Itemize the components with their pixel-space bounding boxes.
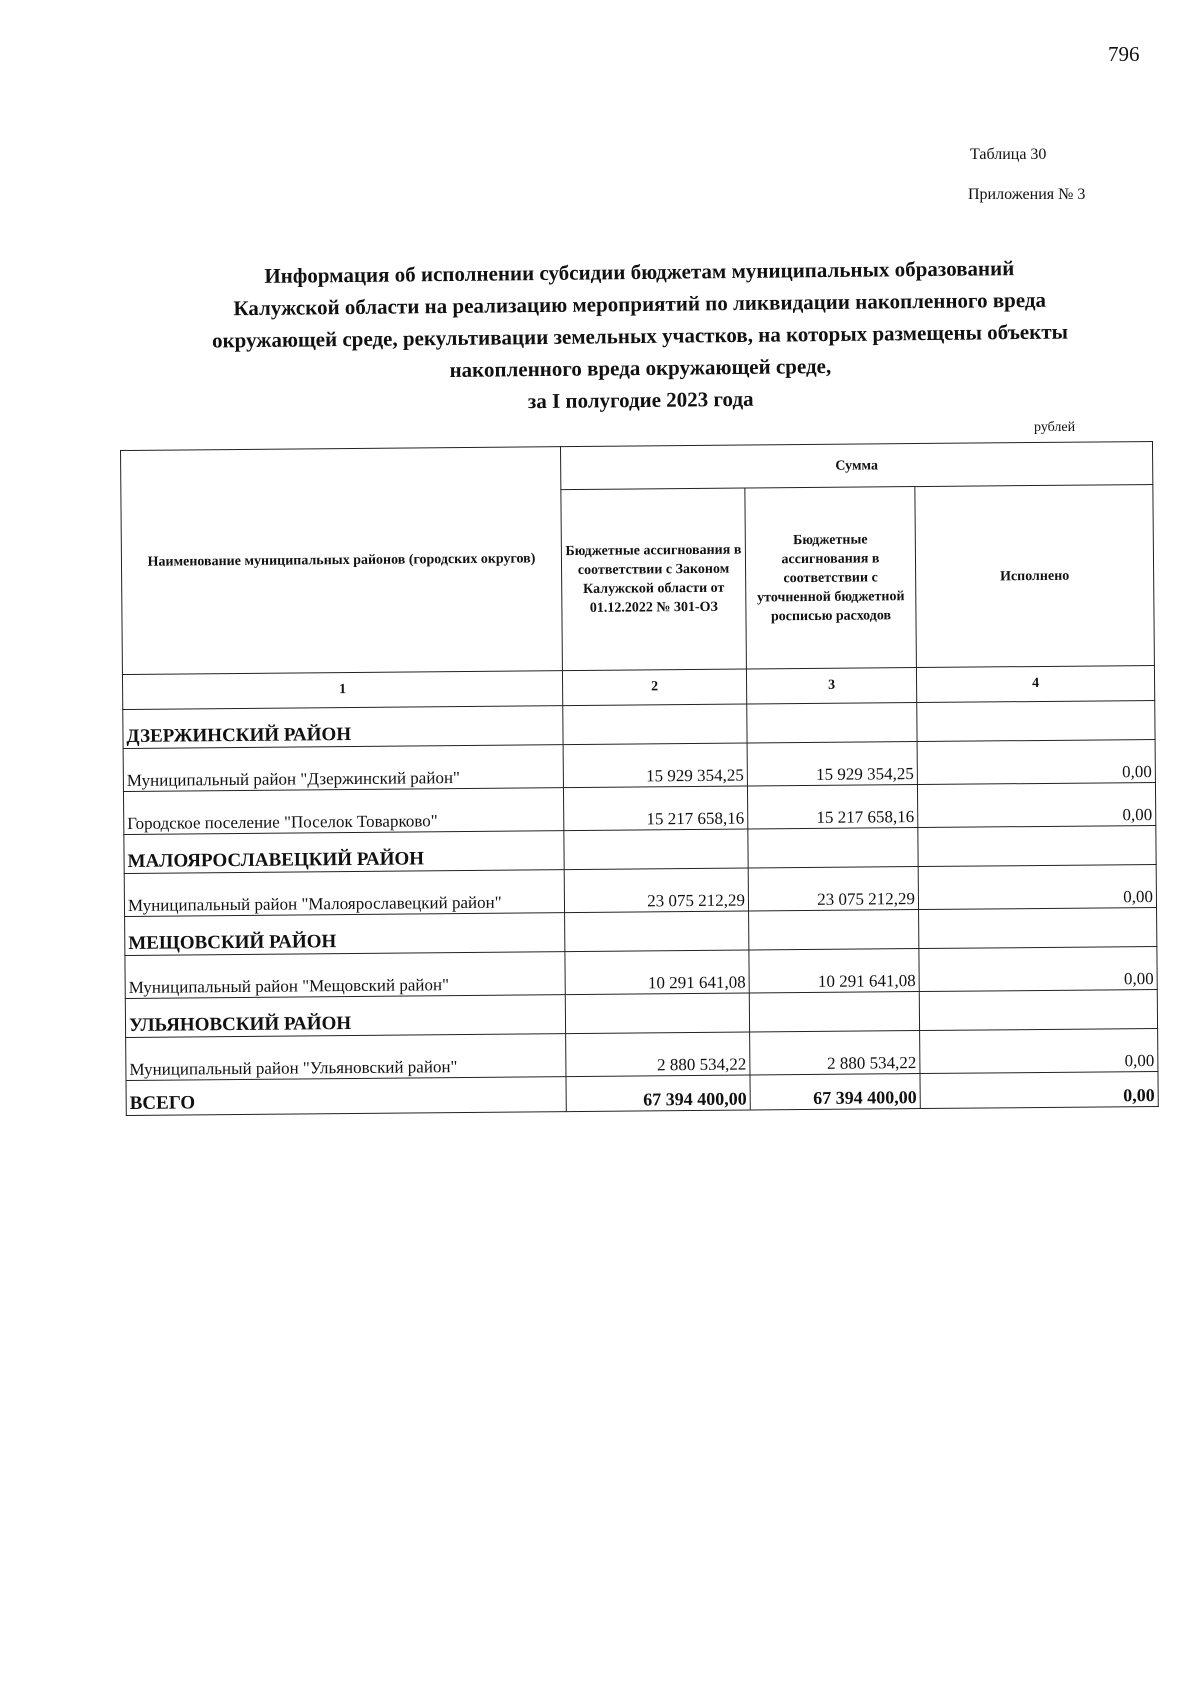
- row-col3: 2 880 534,22: [750, 1031, 920, 1075]
- row-col3: 15 217 658,16: [747, 785, 917, 829]
- row-col3: [748, 828, 918, 868]
- header-col3: Бюджетные ассигнования в соответствии с уточненной бюджетной росписью расходов: [745, 487, 917, 669]
- row-col2: 15 217 658,16: [563, 786, 747, 831]
- title-line-2: Калужской области на реализацию мероприятий по ликвидации накопленного вреда: [233, 287, 1047, 321]
- row-col3: 10 291 641,08: [749, 949, 919, 993]
- row-name: МАЛОЯРОСЛАВЕЦКИЙ РАЙОН: [124, 831, 564, 874]
- total-col4: 0,00: [920, 1071, 1158, 1108]
- row-col2: [563, 704, 747, 745]
- title-line-5: за I полугодие 2023 года: [527, 386, 754, 414]
- title-line-3: окружающей среде, рекультивации земельных участков, на которых размещены объекты: [211, 319, 1069, 353]
- title-line-4: накопленного вреда окружающей среде,: [449, 354, 832, 382]
- row-col2: [564, 829, 748, 870]
- document-title: [119, 251, 1161, 422]
- row-col4: [917, 700, 1155, 741]
- row-col3: [749, 910, 919, 950]
- row-col4: [919, 989, 1157, 1030]
- header-name: Наименование муниципальных районов (городских округов): [121, 447, 563, 675]
- appendix-label: Приложения № 3: [968, 186, 1086, 203]
- header-col4: Исполнено: [915, 484, 1155, 667]
- row-col4: [918, 825, 1156, 866]
- page-number: 796: [1108, 42, 1140, 66]
- row-name: Муниципальный район "Ульяновский район": [126, 1034, 566, 1081]
- column-number-4: 4: [916, 665, 1154, 702]
- row-col3: 15 929 354,25: [747, 742, 917, 786]
- column-number-2: 2: [562, 669, 746, 706]
- report-table: [120, 441, 1159, 1116]
- table-label: Таблица 30: [970, 146, 1047, 163]
- row-name: Муниципальный район "Мещовский район": [125, 952, 565, 999]
- row-col4: 0,00: [919, 946, 1157, 991]
- row-name: Муниципальный район "Малоярославецкий район": [124, 870, 564, 917]
- column-number-1: 1: [122, 671, 562, 710]
- header-col2: Бюджетные ассигнования в соответствии с Законом Калужской области от 01.12.2022 № 301-ОЗ: [561, 488, 747, 671]
- row-col2: 23 075 212,29: [564, 868, 748, 913]
- row-col2: [565, 993, 749, 1034]
- row-col2: 10 291 641,08: [565, 950, 749, 995]
- row-col4: 0,00: [917, 782, 1155, 827]
- total-name: ВСЕГО: [126, 1077, 566, 1116]
- row-col4: 0,00: [917, 739, 1155, 784]
- units-label: рублей: [1034, 420, 1076, 435]
- column-number-3: 3: [746, 668, 916, 704]
- row-col3: 23 075 212,29: [748, 867, 918, 911]
- title-line-1: Информация об исполнении субсидии бюджетам муниципальных образований: [264, 256, 1015, 288]
- row-col3: [749, 992, 919, 1032]
- row-name: МЕЩОВСКИЙ РАЙОН: [125, 913, 565, 956]
- total-col3: 67 394 400,00: [750, 1074, 920, 1110]
- report-table-wrapper: [120, 441, 1166, 1116]
- header-sum: Сумма: [560, 441, 1152, 489]
- row-col4: 0,00: [920, 1028, 1158, 1073]
- row-name: Муниципальный район "Дзержинский район": [123, 745, 563, 792]
- row-name: ДЗЕРЖИНСКИЙ РАЙОН: [123, 706, 563, 749]
- row-name: УЛЬЯНОВСКИЙ РАЙОН: [125, 995, 565, 1038]
- row-col2: 15 929 354,25: [563, 743, 747, 788]
- row-col4: 0,00: [918, 864, 1156, 909]
- row-col2: 2 880 534,22: [566, 1032, 750, 1077]
- row-col3: [747, 703, 917, 743]
- row-col4: [919, 907, 1157, 948]
- total-col2: 67 394 400,00: [566, 1075, 750, 1112]
- row-name: Городское поселение "Поселок Товарково": [123, 788, 563, 835]
- row-col2: [565, 911, 749, 952]
